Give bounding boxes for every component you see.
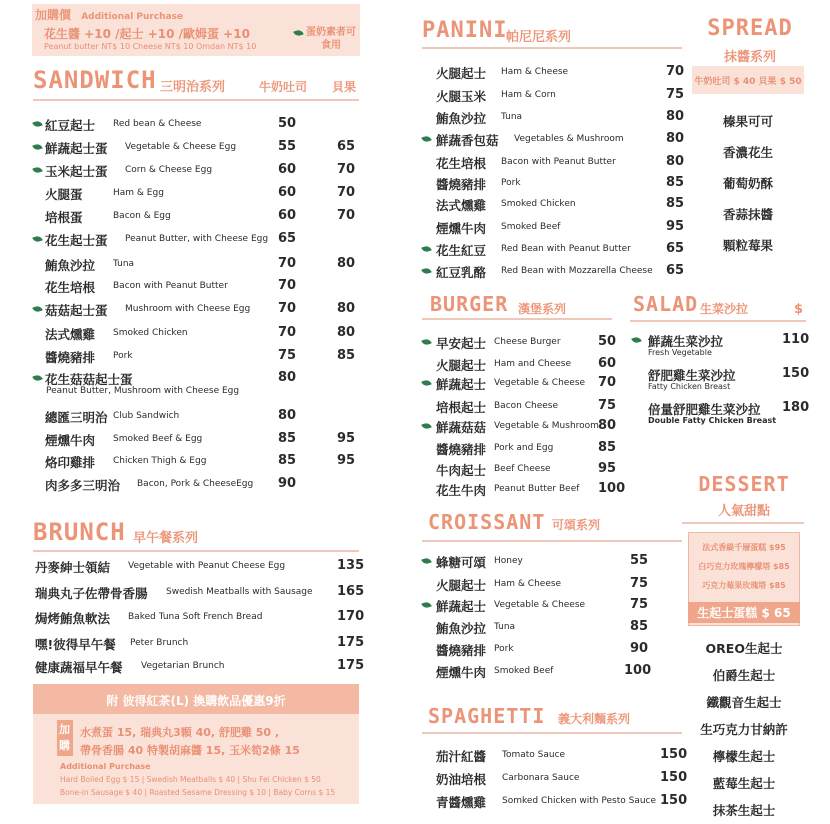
sandwich-row: [33, 162, 359, 180]
item-price: 85: [630, 619, 649, 634]
leaf-icon: [631, 336, 642, 345]
panini-title: PANINI: [422, 18, 508, 43]
panini-row: [422, 154, 685, 172]
leaf-icon: [32, 120, 43, 129]
dessert-cake-item: 法式香緹千層蛋糕 $95: [702, 543, 786, 552]
item-price: 70: [278, 256, 297, 271]
leaf-icon: [421, 338, 432, 347]
dessert-item: 抹茶生起士: [712, 803, 776, 818]
leaf-icon: [32, 166, 43, 175]
burger-row: [422, 481, 626, 499]
sandwich-row: [33, 408, 359, 426]
item-name-en: Ham & Corn: [501, 90, 556, 100]
croissant-row: [422, 553, 682, 571]
item-name-en: Pork and Egg: [494, 443, 554, 453]
sandwich-row: [33, 116, 359, 134]
item-price: 65: [278, 231, 297, 246]
item-name-zh: 鮮蔬香包菇: [436, 133, 499, 148]
item-name-zh: 醬燒豬排: [436, 442, 487, 457]
item-name-en: Smoked Beef: [494, 666, 554, 676]
dessert-item: 生巧克力甘納許: [700, 722, 788, 737]
addon-top-title-en: Additional Purchase: [81, 12, 184, 22]
panini-row: [422, 219, 685, 237]
item-name-zh: 火腿起士: [436, 578, 487, 593]
item-name-zh: 瑞典丸子佐帶骨香腸: [35, 586, 148, 601]
item-price: 150: [660, 793, 688, 808]
item-name-en: Vegetable & Cheese: [494, 600, 586, 610]
item-name-en: Ham & Cheese: [494, 579, 562, 589]
item-name-zh: 茄汁紅醬: [436, 749, 487, 764]
item-price: 60: [278, 185, 297, 200]
leaf-icon: [32, 143, 43, 152]
addon-zh2: 帶骨香腸 40 特製胡麻醬 15, 玉米筍2條 15: [80, 744, 300, 757]
item-price: 150: [782, 366, 810, 381]
item-name-en: Baked Tuna Soft French Bread: [128, 612, 263, 622]
sandwich-col1: 牛奶吐司: [259, 80, 308, 94]
item-name-zh: 倍量舒肥雞生菜沙拉: [648, 402, 761, 417]
spaghetti-divider: [422, 732, 682, 734]
spread-item: 香蒜抹醬: [722, 207, 773, 222]
addon-label: 加購: [59, 723, 70, 752]
spaghetti-row: [436, 793, 686, 811]
item-price: 60: [278, 208, 297, 223]
item-name-zh: 醬燒豬排: [436, 643, 487, 658]
croissant-row: [422, 641, 682, 659]
item-price: 75: [598, 398, 617, 413]
croissant-divider: [422, 540, 682, 542]
item-price: 85: [598, 440, 617, 455]
item-price: 150: [660, 747, 688, 762]
item-name-en: Smoked Chicken: [501, 199, 576, 209]
item-name-zh: 法式燻雞: [45, 327, 96, 342]
leaf-icon: [421, 135, 432, 144]
leaf-icon: [421, 267, 432, 276]
item-price: 170: [337, 609, 365, 624]
dessert-cake-item: 白巧克力玫瑰檸檬塔 $85: [698, 562, 790, 571]
item-name-zh: 菇菇起士蛋: [45, 303, 108, 318]
brunch-title-zh: 早午餐系列: [133, 531, 199, 546]
panini-row: [422, 196, 685, 214]
sandwich-row: [33, 231, 359, 249]
item-price-bagel: 70: [337, 208, 356, 223]
item-name-en: Ham & Egg: [113, 188, 164, 198]
brunch-divider: [33, 550, 359, 552]
burger-row: [422, 398, 617, 416]
item-price: 60: [278, 162, 297, 177]
burger-row: [422, 334, 617, 352]
item-name-en: Bacon & Egg: [113, 211, 171, 221]
addon-top-line2: Peanut butter NT$ 10 Cheese NT$ 10 Omdan NT$ 10: [44, 42, 257, 51]
item-name-zh: 早安起士: [436, 336, 487, 351]
item-price: 90: [630, 641, 649, 656]
addon-zh1: 水煮蛋 15, 瑞典丸3顆 40, 舒肥雞 50 ,: [80, 726, 280, 739]
panini-title-zh: 帕尼尼系列: [506, 30, 572, 45]
sandwich-row: [33, 453, 359, 471]
leaf-icon: [421, 601, 432, 610]
panini-row: [422, 263, 685, 281]
item-name-en: Mushroom with Cheese Egg: [125, 304, 251, 314]
item-name-en: Swedish Meatballs with Sausage: [166, 587, 313, 597]
item-name-zh: 煙燻牛肉: [436, 221, 487, 236]
item-name-en: Ham & Cheese: [501, 67, 569, 77]
item-name-en: Red bean & Cheese: [113, 119, 202, 129]
item-name-zh: 鮮蔬菇菇: [436, 420, 487, 435]
item-name-en: Tuna: [501, 112, 523, 122]
salad-item-en: Fresh Vegetable: [648, 348, 712, 357]
spread-item: 顆粒莓果: [722, 238, 773, 253]
item-price: 55: [630, 553, 649, 568]
sandwich-col2: 貝果: [332, 80, 357, 94]
panini-row: [422, 87, 685, 105]
brunch-row: [33, 558, 365, 576]
dessert-item: 鐵觀音生起士: [706, 695, 782, 710]
item-name-en: Vegetable with Peanut Cheese Egg: [128, 561, 286, 571]
item-price: 100: [598, 481, 626, 496]
item-name-en: Cheese Burger: [494, 337, 561, 347]
item-price: 85: [278, 453, 297, 468]
item-name-en: Club Sandwich: [113, 411, 180, 421]
item-price-bagel: 95: [337, 453, 356, 468]
sandwich-row: [33, 325, 359, 343]
item-name-en: Red Bean with Peanut Butter: [501, 244, 631, 254]
item-price-bagel: 80: [337, 301, 356, 316]
item-price: 75: [666, 87, 685, 102]
spread-item: 香濃花生: [722, 145, 773, 160]
item-name-zh: 鮪魚沙拉: [45, 258, 96, 273]
item-name-en: Somked Chicken with Pesto Sauce: [502, 796, 657, 806]
item-name-zh: 花生起士蛋: [45, 233, 108, 248]
item-name-en: Vegetarian Brunch: [141, 661, 225, 671]
item-price: 135: [337, 558, 365, 573]
panini-row: [422, 64, 685, 82]
item-name-zh: 烙印雞排: [45, 455, 96, 470]
item-name-zh: 花生牛肉: [436, 483, 487, 498]
item-name-en: Bacon, Pork & CheeseEgg: [137, 479, 254, 489]
item-price-bagel: 65: [337, 139, 356, 154]
burger-divider: [422, 318, 612, 320]
leaf-icon: [32, 374, 43, 383]
item-price-bagel: 80: [337, 256, 356, 271]
salad-item-en: Fatty Chicken Breast: [648, 382, 731, 391]
spread-title: SPREAD: [707, 16, 793, 41]
burger-row: [422, 356, 617, 374]
dessert-cake-item: 巧克力莓果玫瑰塔 $85: [702, 581, 786, 590]
leaf-icon: [421, 245, 432, 254]
leaf-icon: [421, 422, 432, 431]
item-name-en: Bacon Cheese: [494, 401, 558, 411]
item-price: 85: [666, 175, 685, 190]
item-name-zh: 火腿起士: [436, 66, 487, 81]
item-name-en: Beef Cheese: [494, 464, 551, 474]
spaghetti-row: [436, 747, 686, 765]
salad-currency: $: [794, 302, 804, 317]
item-name-zh: 紅豆起士: [45, 118, 96, 133]
item-price: 65: [666, 241, 685, 256]
item-name-zh: 牛肉起士: [436, 463, 487, 478]
item-name-zh: 鮮蔬起士蛋: [45, 141, 108, 156]
item-name-zh: 舒肥雞生菜沙拉: [648, 368, 736, 383]
panini-row: [422, 241, 685, 259]
item-name-zh: 火腿玉米: [436, 89, 487, 104]
item-price: 80: [666, 109, 685, 124]
item-price: 95: [666, 219, 685, 234]
item-name-en: Smoked Chicken: [113, 328, 188, 338]
item-price: 75: [630, 576, 649, 591]
croissant-title-zh: 可頌系列: [552, 518, 601, 532]
item-name-zh: 花生培根: [436, 156, 487, 171]
item-price: 80: [598, 418, 617, 433]
item-price-bagel: 80: [337, 325, 356, 340]
item-name-zh: 法式燻雞: [436, 198, 487, 213]
item-name-en: Bacon with Peanut Butter: [501, 157, 616, 167]
item-price: 75: [278, 348, 297, 363]
sandwich-special-en: Peanut Butter, Mushroom with Cheese Egg: [46, 386, 240, 396]
item-price: 75: [630, 597, 649, 612]
item-name-en: Tomato Sauce: [502, 750, 566, 760]
spread-price-note: 牛奶吐司 $ 40 貝果 $ 50: [694, 77, 802, 87]
croissant-row: [422, 663, 682, 681]
item-name-zh: 醬燒豬排: [436, 177, 487, 192]
item-name-en: Smoked Beef & Egg: [113, 434, 203, 444]
item-price: 180: [782, 400, 810, 415]
item-price: 70: [666, 64, 685, 79]
item-name-zh: 丹麥紳士領結: [35, 560, 111, 575]
item-price: 65: [666, 263, 685, 278]
item-name-en: Pork: [501, 178, 521, 188]
item-name-en: Bacon with Peanut Butter: [113, 281, 228, 291]
item-price: 110: [782, 332, 810, 347]
panini-row: [422, 109, 685, 127]
item-price: 90: [278, 476, 297, 491]
croissant-row: [422, 597, 682, 615]
brunch-promo: 附 彼得紅茶(L) 換購飲品優惠9折: [106, 694, 286, 708]
sandwich-row: [33, 278, 359, 296]
item-name-zh: 鮮蔬起士: [436, 377, 487, 392]
spread-item: 榛果可可: [722, 114, 773, 129]
brunch-title: BRUNCH: [33, 518, 126, 546]
item-name-zh: 肉多多三明治: [45, 478, 121, 493]
item-name-en: Pork: [113, 351, 133, 361]
item-name-en: Carbonara Sauce: [502, 773, 580, 783]
leaf-icon: [32, 305, 43, 314]
item-name-en: Red Bean with Mozzarella Cheese: [501, 266, 653, 276]
addon-top-title: [35, 6, 183, 23]
dessert-divider: [682, 522, 804, 524]
item-price: 95: [598, 461, 617, 476]
item-price: 70: [598, 375, 617, 390]
item-price: 80: [278, 370, 297, 385]
item-name-zh: 青醬燻雞: [436, 795, 487, 810]
item-name-en: Corn & Cheese Egg: [125, 165, 213, 175]
panini-row: [422, 175, 685, 193]
item-price: 70: [278, 301, 297, 316]
item-name-zh: 總匯三明治: [45, 410, 108, 425]
item-name-zh: 火腿起士: [436, 358, 487, 373]
sandwich-row: [33, 139, 359, 157]
item-price-bagel: 85: [337, 348, 356, 363]
panini-row: [422, 131, 685, 149]
item-name-zh: 培根起士: [436, 400, 487, 415]
dessert-item: 伯爵生起士: [712, 668, 776, 683]
spread-title-zh: 抹醬系列: [723, 50, 776, 65]
sandwich-row: [33, 301, 359, 319]
leaf-icon: [421, 379, 432, 388]
sandwich-row: [33, 256, 359, 274]
item-name-en: Peanut Butter Beef: [494, 484, 580, 494]
item-price: 70: [278, 278, 297, 293]
item-price: 50: [278, 116, 297, 131]
item-price: 70: [278, 325, 297, 340]
item-name-zh: 奶油培根: [436, 772, 487, 787]
item-name-en: Peanut Butter, with Cheese Egg: [125, 234, 269, 244]
item-price: 100: [624, 663, 652, 678]
dessert-title-zh: 人氣甜點: [717, 504, 770, 519]
addon-top-title-zh: 加購價: [35, 8, 72, 22]
addon-en-title: Additional Purchase: [60, 762, 151, 771]
brunch-row: [33, 609, 365, 627]
item-name-zh: 火腿蛋: [45, 187, 83, 202]
item-price-bagel: 70: [337, 162, 356, 177]
item-name-zh: 醬燒豬排: [45, 350, 96, 365]
dessert-item: OREO生起士: [705, 641, 783, 656]
item-name-zh: 鮮蔬生菜沙拉: [648, 334, 724, 349]
item-price-bagel: 95: [337, 431, 356, 446]
dessert-item: 藍莓生起士: [712, 776, 776, 791]
item-price: 80: [666, 131, 685, 146]
item-price: 165: [337, 584, 365, 599]
sandwich-divider: [33, 99, 359, 101]
item-name-zh: 煙燻牛肉: [436, 665, 487, 680]
burger-title: BURGER: [430, 292, 509, 316]
item-price: 60: [598, 356, 617, 371]
sandwich-row: [33, 208, 359, 226]
sandwich-row: [33, 476, 359, 494]
addon-en2: Bone-in Sausage $ 40 | Roasted Sesame Dressing $ 10 | Baby Corns $ 15: [60, 788, 336, 797]
croissant-title: CROISSANT: [428, 510, 546, 534]
item-name-zh: 紅豆乳酪: [436, 265, 487, 280]
item-name-en: Smoked Beef: [501, 222, 561, 232]
item-name-zh: 焗烤鮪魚軟法: [35, 611, 111, 626]
item-price: 85: [666, 196, 685, 211]
item-price: 55: [278, 139, 297, 154]
item-name-en: Vegetable & Cheese Egg: [125, 142, 237, 152]
item-name-en: Tuna: [494, 622, 516, 632]
item-name-zh: 鮮蔬起士: [436, 599, 487, 614]
brunch-row: [33, 658, 365, 676]
sandwich-row: [33, 185, 359, 203]
burger-row: [422, 375, 617, 393]
item-name-en: Vegetable & Mushroom: [494, 421, 599, 431]
sandwich-row: [33, 348, 359, 366]
item-name-zh: 鮪魚沙拉: [436, 621, 487, 636]
item-name-en: Ham and Cheese: [494, 359, 571, 369]
dessert-title: DESSERT: [698, 472, 790, 496]
item-name-zh: 嘿!彼得早午餐: [35, 637, 116, 652]
sandwich-row: [33, 431, 359, 449]
item-price: 175: [337, 658, 365, 673]
item-name-en: Chicken Thigh & Egg: [113, 456, 207, 466]
item-price: 50: [598, 334, 617, 349]
leaf-icon: [32, 235, 43, 244]
spread-item: 葡萄奶酥: [722, 176, 773, 191]
cheesecake-price: 生起士蛋糕 $ 65: [688, 602, 800, 623]
item-price: 80: [278, 408, 297, 423]
brunch-row: [33, 584, 365, 602]
spaghetti-row: [436, 770, 686, 788]
item-price: 85: [278, 431, 297, 446]
burger-title-zh: 漢堡系列: [518, 302, 567, 316]
item-name-zh: 煙燻牛肉: [45, 433, 96, 448]
panini-divider: [422, 47, 682, 49]
salad-item-en: Double Fatty Chicken Breast: [648, 416, 777, 425]
brunch-row: [33, 635, 365, 653]
addon-en1: Hard Boiled Egg $ 15 | Swedish Meatballs $ 40 | Shu Fei Chicken $ 50: [60, 775, 321, 784]
croissant-row: [422, 576, 682, 594]
item-price-bagel: 70: [337, 185, 356, 200]
item-name-zh: 鮪魚沙拉: [436, 111, 487, 126]
item-price: 175: [337, 635, 365, 650]
dessert-item: 檸檬生起士: [712, 749, 776, 764]
sandwich-title: SANDWICH: [33, 66, 157, 94]
item-name-zh: 培根蛋: [45, 210, 83, 225]
addon-top-line1: 花生醬 +10 /起士 +10 /歐姆蛋 +10: [44, 27, 250, 41]
item-name-zh: 蜂糖可頌: [436, 555, 487, 570]
item-name-en: Vegetable & Cheese: [494, 378, 586, 388]
salad-divider: [630, 320, 806, 322]
item-price: 80: [666, 154, 685, 169]
burger-row: [422, 440, 617, 458]
veg-note: 蛋奶素者可食用: [306, 27, 356, 51]
item-name-en: Tuna: [113, 259, 135, 269]
item-name-zh: 花生培根: [45, 280, 96, 295]
item-name-zh: 健康蔬福早午餐: [35, 660, 123, 675]
item-name-en: Vegetables & Mushroom: [514, 134, 624, 144]
sandwich-title-zh: 三明治系列: [160, 80, 226, 95]
burger-row: [422, 461, 617, 479]
salad-title-zh: 生菜沙拉: [700, 302, 749, 316]
leaf-icon: [421, 557, 432, 566]
item-name-en: Honey: [494, 556, 523, 566]
salad-title: SALAD: [633, 292, 699, 316]
spaghetti-title: SPAGHETTI: [428, 704, 546, 728]
item-name-en: Peter Brunch: [130, 638, 189, 648]
item-price: 150: [660, 770, 688, 785]
item-name-zh: 花生菇菇起士蛋: [45, 372, 133, 387]
croissant-row: [422, 619, 682, 637]
item-name-zh: 花生紅豆: [436, 243, 487, 258]
spaghetti-title-zh: 義大利麵系列: [558, 712, 631, 726]
burger-row: [422, 418, 617, 436]
item-name-en: Pork: [494, 644, 514, 654]
item-name-zh: 玉米起士蛋: [45, 164, 108, 179]
